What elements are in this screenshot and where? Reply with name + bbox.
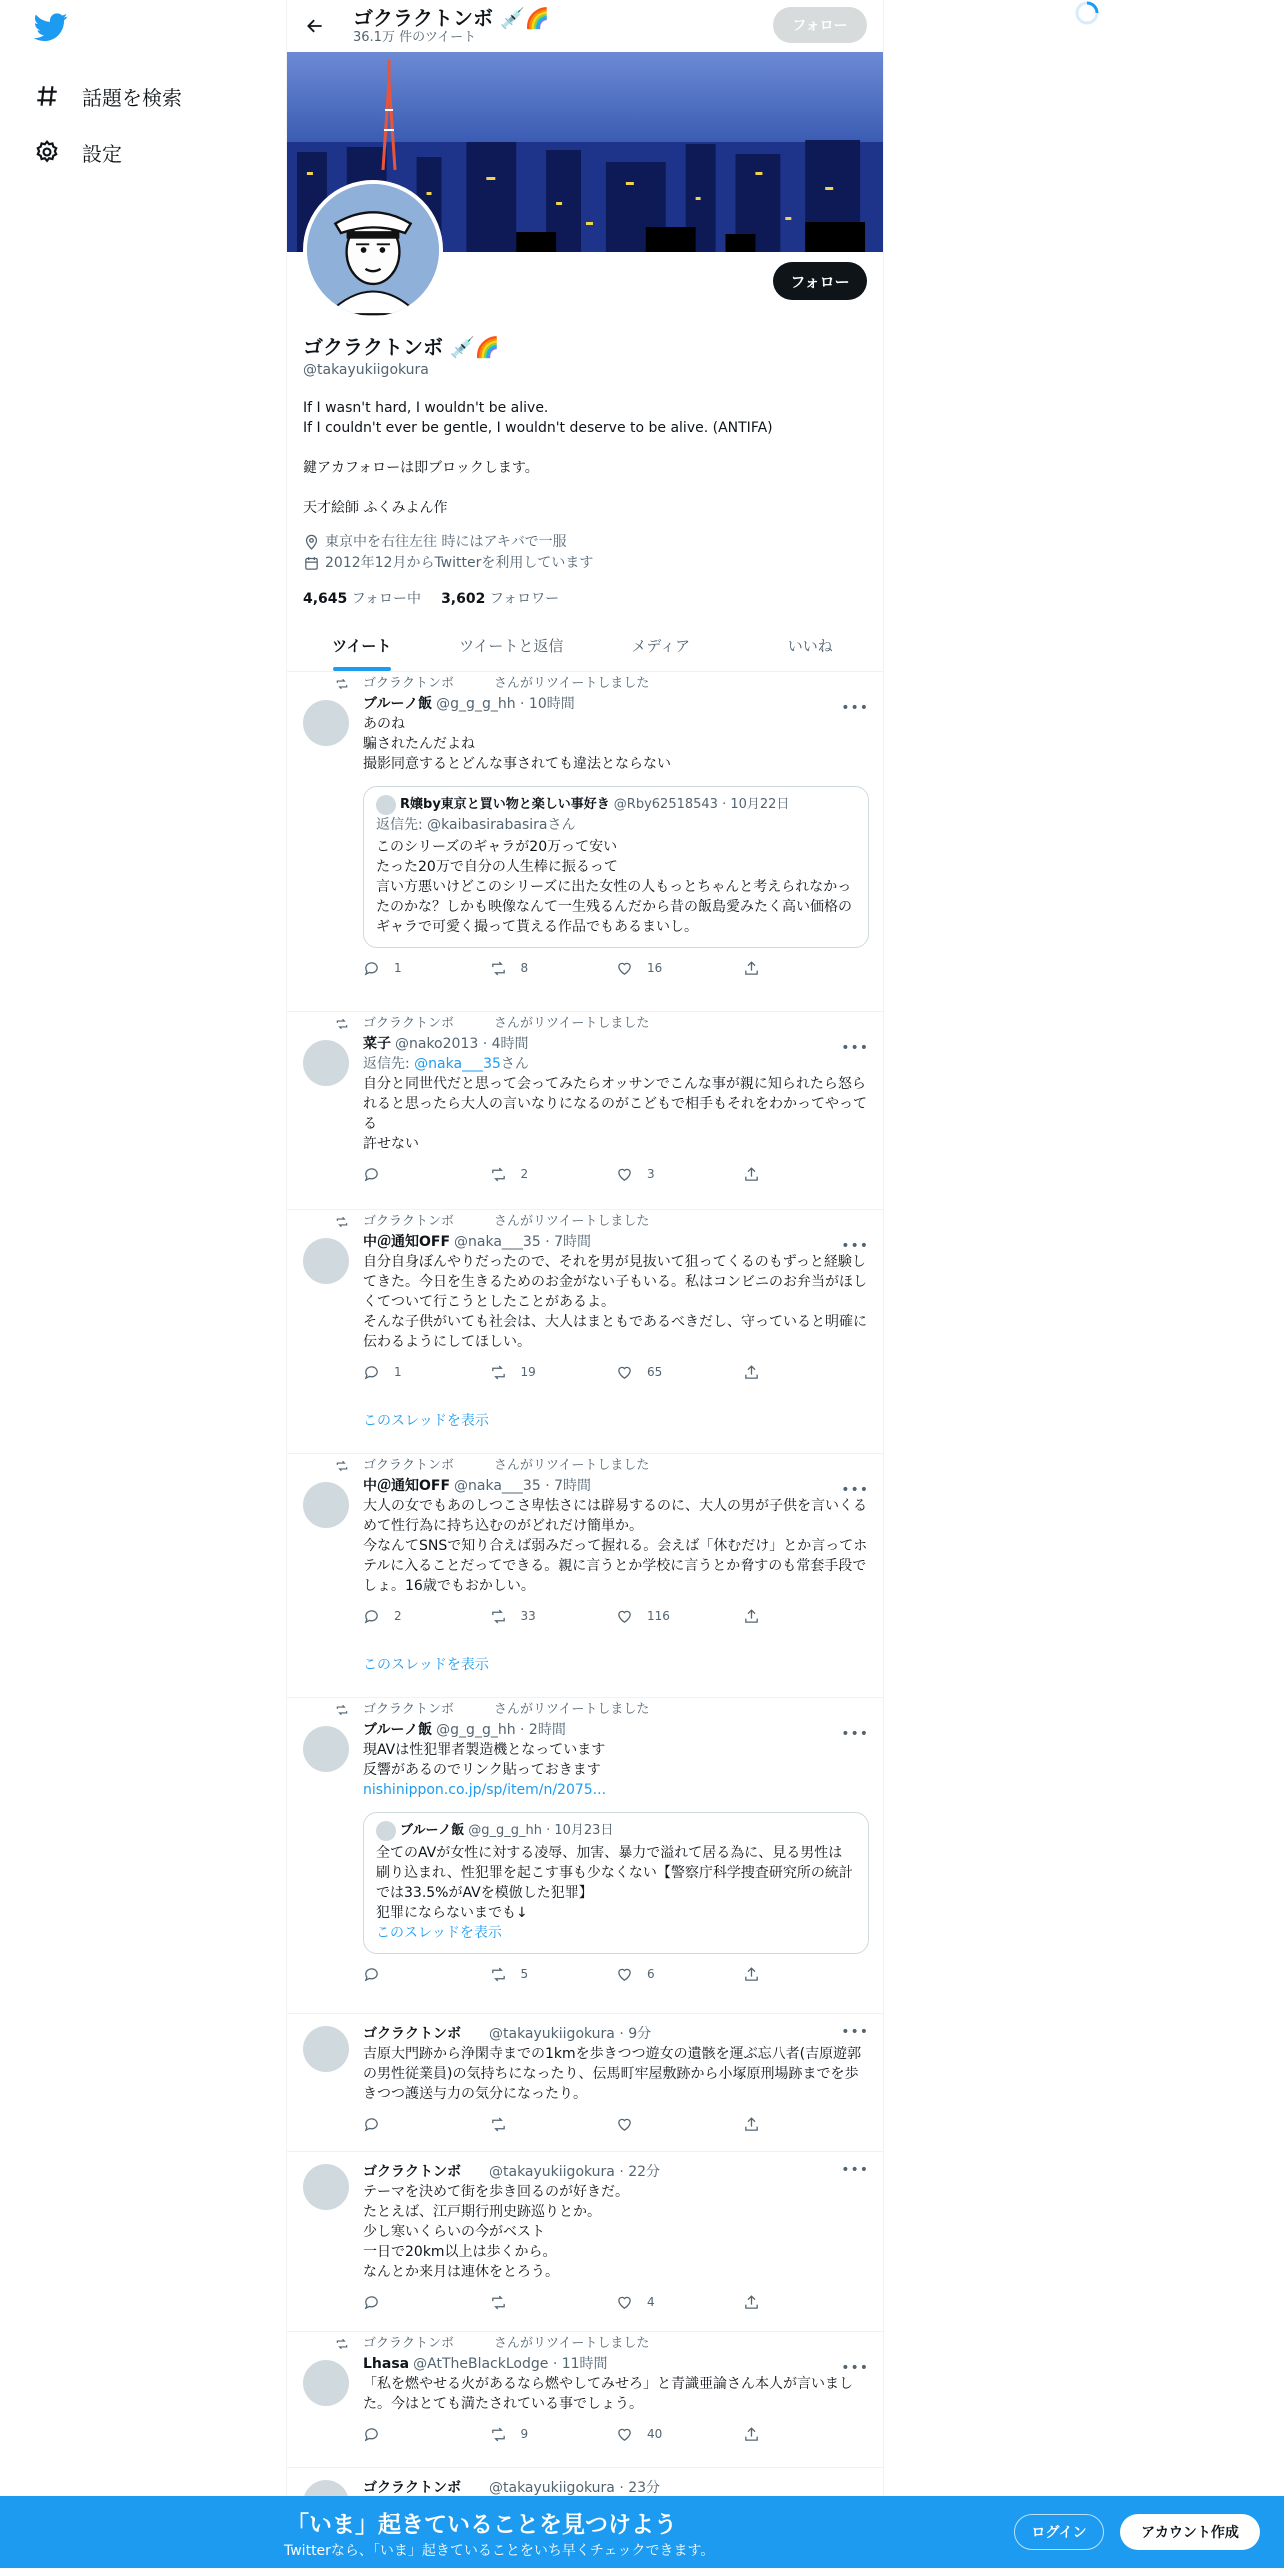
heart-icon [616, 2116, 633, 2133]
retweet-indicator: ゴクラクトンボ さんがリツイートしました [363, 2332, 869, 2354]
retweet-button[interactable] [490, 2114, 617, 2134]
more-icon[interactable]: ••• [841, 2024, 869, 2040]
signup-banner-subtitle: Twitterなら、「いま」起きていることをいち早くチェックできます。 [284, 2543, 715, 2559]
heart-icon [616, 2426, 633, 2443]
reply-button[interactable] [363, 1164, 490, 1184]
like-button[interactable]: 40 [616, 2424, 743, 2444]
share-button[interactable] [743, 1606, 870, 1626]
retweet-indicator: ゴクラクトンボ さんがリツイートしました [363, 1012, 869, 1034]
tweet-meta: @g_g_g_hh · 2時間 [436, 1722, 566, 1738]
tweet-meta: @AtTheBlackLodge · 11時間 [413, 2356, 608, 2372]
tweet-text: 大人の女でもあのしつこさ卑怯さには辟易するのに、大人の男が子供を言いくるめて性行為に持ち込むのがどれだけ簡単か。 今なんてSNSで知り合えば弱みだって握れる。会えば「休むだけ」とか言ってホテルに入ることだってできる。親に言うとか学校に言うとか脅すのも常套手段でしょ。16歳でもおかしい。 [363, 1498, 868, 1594]
retweet-icon [335, 2337, 349, 2351]
share-icon [743, 1364, 760, 1381]
retweet-button[interactable]: 33 [490, 1606, 617, 1626]
tweet-actions [363, 2114, 869, 2134]
quote-meta: @g_g_g_hh · 10月23日 [468, 1823, 614, 1838]
signup-banner [0, 2496, 1284, 2568]
quote-author: R嬢by東京と買い物と楽しい事好き [400, 797, 610, 812]
avatar[interactable] [303, 700, 349, 746]
tweet-author[interactable]: 中＠通知OFF [363, 1234, 451, 1250]
tweet-meta: @takayukiigokura · 9分 [489, 2026, 652, 2042]
profile-location-text: 東京中を右往左往 時にはアキバで一服 [325, 534, 567, 550]
avatar [376, 1821, 396, 1841]
avatar[interactable] [303, 1482, 349, 1528]
tweet-author[interactable]: 菜子 [363, 1036, 391, 1052]
reply-icon [363, 1608, 380, 1625]
retweet-button[interactable]: 2 [490, 1164, 617, 1184]
retweet-indicator: ゴクラクトンボ さんがリツイートしました [363, 1454, 869, 1476]
tab-likes[interactable]: いいね [787, 637, 833, 655]
tweet-text: 吉原大門跡から浄閑寺までの1kmを歩きつつ遊女の遺骸を運ぶ忘八者(吉原遊郭の男性従業員)の気持ちになったり、伝馬町牢屋敷跡から小塚原刑場跡までを歩きつつ護送与力の気分になったり。 [363, 2046, 862, 2102]
tweet-actions [363, 958, 869, 978]
more-icon[interactable]: ••• [841, 2162, 869, 2178]
back-button[interactable] [297, 8, 333, 44]
reply-icon [363, 2294, 380, 2311]
avatar[interactable] [303, 1040, 349, 1086]
quote-meta: @Rby62518543 · 10月22日 [613, 797, 790, 812]
retweet-button[interactable]: 8 [490, 958, 617, 978]
twitter-logo-icon[interactable] [34, 10, 68, 44]
heart-icon [616, 1966, 633, 1983]
share-icon [743, 960, 760, 977]
tweet-actions [363, 1606, 869, 1626]
reply-to: 返信先: @naka___35さん [363, 1056, 529, 1072]
quote-text: このシリーズのギャラが20万って安い たった20万で自分の人生棒に振るって 言い方悪いけどこのシリーズに出た女性の人もっとちゃんと考えられなかったのかな？しかも映像なんて一生残るんだから昔の飯島愛みたく高い価格のギャラで可愛く撮って貰える作品でもあるまいし。 [376, 839, 852, 935]
quoted-tweet[interactable] [363, 786, 869, 948]
following-link[interactable]: 4,645 フォロー中 [303, 591, 422, 607]
tweet-actions [363, 1362, 869, 1382]
tweet[interactable] [287, 1012, 884, 1210]
reply-icon [363, 2426, 380, 2443]
more-icon[interactable]: ••• [841, 1040, 869, 1056]
tweet-text: 「私を燃やせる火があるなら燃やしてみせろ」と青識亜論さん本人が言いました。今はとても満たされている事でしょう。 [363, 2376, 853, 2412]
share-button[interactable] [743, 2292, 870, 2312]
retweet-icon [335, 1703, 349, 1717]
quote-reply-to: 返信先: @kaibasirabasiraさん [376, 817, 576, 833]
header-follow-button[interactable]: フォロー [773, 7, 867, 43]
avatar[interactable] [303, 1726, 349, 1772]
retweet-button[interactable]: 19 [490, 1362, 617, 1382]
tweet-actions [363, 1964, 869, 1984]
gear-icon [34, 139, 60, 165]
tweet-author[interactable]: 中＠通知OFF [363, 1478, 451, 1494]
retweet-indicator: ゴクラクトンボ さんがリツイートしました [363, 1698, 869, 1720]
like-button[interactable] [616, 2114, 743, 2134]
share-button[interactable] [743, 2114, 870, 2134]
more-icon[interactable]: ••• [841, 1482, 869, 1498]
like-button[interactable]: 3 [616, 1164, 743, 1184]
retweet-icon [490, 960, 507, 977]
share-icon [743, 1966, 760, 1983]
avatar [376, 795, 396, 815]
profile-handle: @takayukiigokura [303, 362, 429, 378]
tweet-text: 現AVは性犯罪者製造機となっています 反響があるのでリンク貼っておきます [363, 1742, 606, 1778]
tweet-author[interactable]: ブルーノ飯 [363, 696, 433, 712]
quoted-tweet[interactable] [363, 1812, 869, 1954]
more-icon[interactable]: ••• [841, 2360, 869, 2376]
heart-icon [616, 1608, 633, 1625]
profile-header-bar [287, 0, 883, 52]
heart-icon [616, 1166, 633, 1183]
share-button[interactable] [743, 1164, 870, 1184]
share-button[interactable] [743, 1362, 870, 1382]
profile-info [303, 334, 873, 608]
tweet-meta: @naka___35 · 7時間 [454, 1478, 591, 1494]
tweet[interactable] [287, 1210, 884, 1454]
tweet-text: 自分と同世代だと思って会ってみたらオッサンでこんな事が親に知られたら怒られると思ったら大人の言いなりになるのがこどもで相手もそれをわかってやってる 許せない [363, 1076, 867, 1152]
nav-settings[interactable] [30, 124, 270, 180]
tweet[interactable] [287, 1454, 884, 1698]
retweet-icon [335, 1017, 349, 1031]
tweet[interactable] [287, 672, 884, 1012]
tweet-meta: @g_g_g_hh · 10時間 [436, 696, 575, 712]
reply-icon [363, 960, 380, 977]
retweet-button[interactable] [490, 2292, 617, 2312]
more-icon[interactable]: ••• [841, 1238, 869, 1254]
retweet-icon [490, 1166, 507, 1183]
retweet-icon [490, 2294, 507, 2311]
avatar[interactable] [303, 2360, 349, 2406]
quote-author: ブルーノ飯 [400, 1823, 465, 1838]
tweet-actions [363, 1164, 869, 1184]
share-button[interactable] [743, 2424, 870, 2444]
hashtag-icon [34, 83, 60, 109]
left-navigation [30, 10, 270, 180]
show-thread-link[interactable]: このスレッドを表示 [363, 1657, 489, 1673]
location-pin-icon [303, 534, 320, 551]
profile-joined-text: 2012年12月からTwitterを利用しています [325, 555, 594, 571]
tweet-meta: @takayukiigokura · 22分 [489, 2164, 661, 2180]
profile-avatar[interactable] [303, 180, 443, 320]
tweet-link[interactable]: nishinippon.co.jp/sp/item/n/2075... [363, 1782, 607, 1798]
retweet-icon [490, 2426, 507, 2443]
reply-button[interactable]: 1 [363, 1362, 490, 1382]
like-button[interactable]: 6 [616, 1964, 743, 1984]
tweet-author[interactable]: ブルーノ飯 [363, 1722, 433, 1738]
tweet[interactable] [287, 1698, 884, 2014]
tweet-text: テーマを決めて街を歩き回るのが好きだ。 たとえば、江戸期行刑史跡巡りとか。 少し寒いくらいの今がベスト 一日で20km以上は歩くから。 なんとか来月は連休をとろう。 [363, 2184, 629, 2280]
reply-icon [363, 2116, 380, 2133]
retweet-icon [335, 1459, 349, 1473]
share-button[interactable] [743, 1964, 870, 1984]
tweet[interactable] [287, 2332, 884, 2468]
heart-icon [616, 960, 633, 977]
nav-settings-label: 設定 [82, 141, 122, 166]
retweet-indicator: ゴクラクトンボ さんがリツイートしました [363, 672, 869, 694]
tweet-actions [363, 2292, 869, 2312]
tab-tweets[interactable]: ツイート [287, 620, 437, 671]
calendar-icon [303, 555, 320, 572]
like-button[interactable]: 16 [616, 958, 743, 978]
signup-button[interactable]: アカウント作成 [1120, 2514, 1260, 2550]
retweet-button[interactable]: 5 [490, 1964, 617, 1984]
header-tweet-count: 36.1万 件のツイート [353, 30, 477, 45]
main-column [286, 0, 884, 2568]
more-icon[interactable]: ••• [841, 700, 869, 716]
share-icon [743, 2116, 760, 2133]
tweet-meta: @takayukiigokura · 23分 [489, 2480, 661, 2496]
reply-button[interactable]: 1 [363, 958, 490, 978]
nav-explore[interactable] [30, 68, 270, 124]
follow-button[interactable]: フォロー [773, 262, 867, 300]
share-icon [743, 1608, 760, 1625]
profile-joined [303, 553, 873, 574]
loading-spinner-icon [1074, 0, 1108, 26]
reply-icon [363, 1364, 380, 1381]
avatar[interactable] [303, 2026, 349, 2072]
profile-location [303, 532, 873, 553]
profile-bio: If I wasn't hard, I wouldn't be alive. If I couldn't ever be gentle, I wouldn't deserve to be alive. (ANTIFA) 鍵アカフォローは即ブロックします。 天才絵師 ふくみよん作 [303, 400, 773, 516]
retweet-icon [490, 2116, 507, 2133]
quote-text: 全てのAVが女性に対する凌辱、加害、暴力で溢れて居る為に、見る男性は刷り込まれ、性犯罪を起こす事も少なくない【警察庁科学捜査研究所の統計では33.5%がAVを模倣した犯罪】 犯罪にならないまでも↓ [376, 1845, 853, 1921]
heart-icon [616, 2294, 633, 2311]
reply-button[interactable]: 2 [363, 1606, 490, 1626]
heart-icon [616, 1364, 633, 1381]
tweet-text: あのね 騙されたんだよね 撮影同意するとどんな事されても違法とならない [363, 716, 671, 772]
reply-button[interactable] [363, 2114, 490, 2134]
signup-banner-title: 「いま」起きていることを見つけよう [286, 2512, 677, 2538]
reply-icon [363, 1966, 380, 1983]
tab-media[interactable]: メディア [631, 637, 691, 655]
retweet-button[interactable]: 9 [490, 2424, 617, 2444]
like-button[interactable]: 116 [616, 1606, 743, 1626]
tweet-author[interactable]: ゴクラクトンボ [363, 2026, 461, 2042]
tweet-author[interactable]: ゴクラクトンボ [363, 2164, 461, 2180]
retweet-icon [490, 1364, 507, 1381]
profile-tabs [287, 620, 884, 672]
tweet-meta: @nako2013 · 4時間 [395, 1036, 529, 1052]
login-button[interactable]: ログイン [1014, 2514, 1104, 2550]
retweet-icon [490, 1608, 507, 1625]
profile-name: ゴクラクトンボ 💉🌈 [303, 335, 500, 359]
avatar[interactable] [303, 2164, 349, 2210]
like-button[interactable]: 4 [616, 2292, 743, 2312]
tweet[interactable] [287, 2014, 884, 2152]
retweet-icon [490, 1966, 507, 1983]
arrow-left-icon [305, 16, 325, 36]
tweet-text: 自分自身ぼんやりだったので、それを男が見抜いて狙ってくるのもずっと経験してきた。今日を生きるためのお金がない子もいる。私はコンビニのお弁当がほしくてついて行こうとしたことがあるよ。 そんな子供がいても社会は、大人はまともであるべきだし、守っていると明確に伝わるようにしてほしい。 [363, 1254, 867, 1350]
share-icon [743, 2294, 760, 2311]
tweet-feed [287, 672, 884, 2548]
tweet-meta: @naka___35 · 7時間 [454, 1234, 591, 1250]
retweet-icon [335, 1215, 349, 1229]
tweet-author[interactable]: ゴクラクトンボ [363, 2480, 461, 2496]
header-profile-name: ゴクラクトンボ 💉🌈 [353, 6, 550, 30]
reply-button[interactable] [363, 2292, 490, 2312]
retweet-icon [335, 677, 349, 691]
reply-button[interactable] [363, 1964, 490, 1984]
reply-to-handle[interactable]: @naka___35 [414, 1056, 501, 1072]
share-icon [743, 2426, 760, 2443]
show-thread-link[interactable]: このスレッドを表示 [376, 1925, 502, 1941]
more-icon[interactable]: ••• [841, 1726, 869, 1742]
followers-link[interactable]: 3,602 フォロワー [441, 591, 560, 607]
share-button[interactable] [743, 958, 870, 978]
reply-button[interactable] [363, 2424, 490, 2444]
share-icon [743, 1166, 760, 1183]
tweet-author[interactable]: Lhasa [363, 2356, 410, 2372]
like-button[interactable]: 65 [616, 1362, 743, 1382]
show-thread-link[interactable]: このスレッドを表示 [363, 1413, 489, 1429]
tab-tweets-and-replies[interactable]: ツイートと返信 [459, 637, 564, 655]
avatar[interactable] [303, 1238, 349, 1284]
tweet[interactable] [287, 2152, 884, 2332]
nav-explore-label: 話題を検索 [82, 85, 182, 110]
retweet-indicator: ゴクラクトンボ さんがリツイートしました [363, 1210, 869, 1232]
reply-icon [363, 1166, 380, 1183]
tweet-actions [363, 2424, 869, 2444]
